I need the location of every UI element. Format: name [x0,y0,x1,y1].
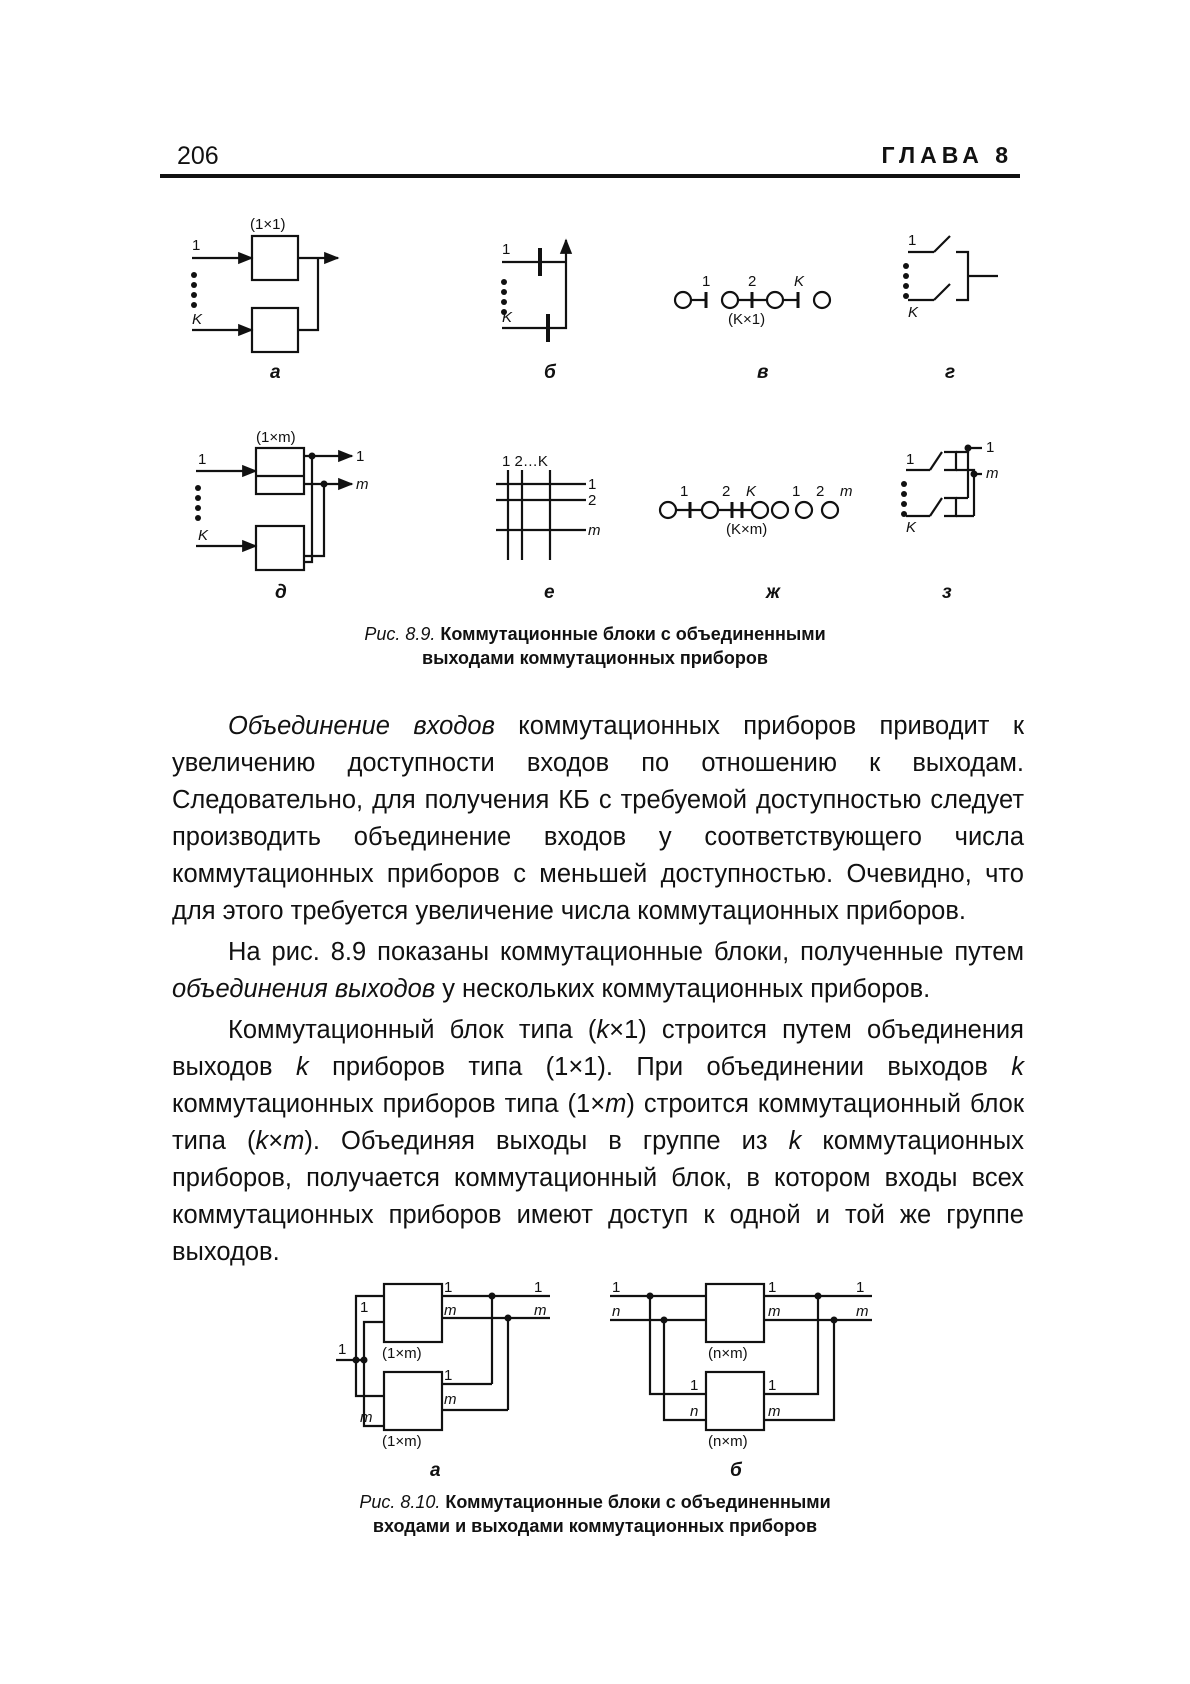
fig-8-10-a-bot-out-m: m [444,1391,457,1408]
fig-8-10-b-junctions [647,1293,838,1324]
fig-8-10-a-bot-type: (1×m) [382,1433,422,1450]
fig-8-9-g-input-k: K [908,304,919,321]
fig-8-9-zh-label-out-m: m [840,483,853,500]
fig-8-10-caption-line2: входами и выходами коммутационных приборов [372,1516,818,1536]
fig-8-10-a-common-in-1: 1 [338,1341,347,1358]
fig-8-9-g-diagram [908,236,998,300]
fig-8-10-panel-b: б [730,1460,742,1481]
p3-seg: коммутационных приборов типа (1× [172,1090,606,1118]
p1-italic-term: Объединение входов [228,712,495,740]
fig-8-9-a-dots [191,272,197,308]
fig-8-9-b-input-1: 1 [502,241,511,258]
p2-start: На рис. 8.9 показаны коммутационные блоки, полученные путем [228,938,1024,966]
p3-var: k [295,1053,309,1081]
fig-8-10-b-in-n: n [612,1303,621,1320]
fig-8-9-caption-line1: Коммутационные блоки с объединенными [440,624,826,644]
fig-8-9-zh-label-1: 1 [680,483,689,500]
fig-8-10-caption-line1: Коммутационные блоки с объединенными [445,1492,831,1512]
p3-seg: ). Объединяя выходы в группе из [304,1127,789,1155]
fig-8-9-v-diagram [675,292,830,308]
fig-8-9-v-label-k: K [794,273,805,290]
fig-8-9-e-row-m: m [588,522,601,539]
fig-8-10-b-top-out-m: m [768,1303,781,1320]
fig-8-9-d-output-1: 1 [356,448,365,465]
fig-8-9-a-input-k: K [192,311,203,328]
fig-8-9-zh-label-out-1: 1 [792,483,801,500]
fig-8-9-e-row-2: 2 [588,492,597,509]
p3-seg: приборов типа (1×1). При объединении выходов [308,1053,1012,1081]
fig-8-9-panel-a: а [270,362,281,383]
paragraph-3 [172,1012,1024,1271]
fig-8-9-panel-b: б [544,362,556,383]
fig-8-9-e-top-labels: 1 2…K [502,453,548,470]
p3-seg: ×1) строится путем объединения выходов [172,1016,1024,1081]
fig-8-9-v-label-1: 1 [702,273,711,290]
p2-italic-term: объединения выходов [172,975,436,1003]
fig-8-9-a-input-1: 1 [192,237,201,254]
fig-8-9-d-input-1: 1 [198,451,207,468]
fig-8-9-panel-g: г [945,362,956,383]
fig-8-10-b-top-type: (n×m) [708,1345,748,1362]
fig-8-10-panel-a: а [430,1460,441,1481]
fig-8-9-a-type-label: (1×1) [250,216,286,233]
fig-8-9-panel-v: в [757,362,769,383]
fig-8-10-a-top-out-m: m [444,1302,457,1319]
fig-8-10-a-junctions [353,1293,512,1364]
p3-seg: коммутационных приборов, получается коммутационный блок, в котором входы всех коммутационных приборов имеют доступ к одной и той же группе выходов. [172,1127,1024,1266]
p3-seg: × [268,1127,284,1155]
fig-8-9-d-input-k: K [198,527,209,544]
p3-var: k [788,1127,802,1155]
fig-8-10-a-out-m: m [534,1302,547,1319]
fig-8-9-caption-line2: выходами коммутационных приборов [422,648,768,668]
fig-8-9-panel-e: е [544,582,555,603]
fig-8-10-a-in-m: m [360,1409,373,1426]
fig-8-10-caption [0,1490,1190,1538]
chapter-title: ГЛАВА 8 [881,142,1013,168]
fig-8-10-a-top-type: (1×m) [382,1345,422,1362]
fig-8-10-a-in-1: 1 [360,1299,369,1316]
paragraph-1 [172,708,1024,930]
fig-8-9-v-type-label: (K×1) [728,311,766,328]
fig-8-10-b-bot-in-1: 1 [690,1377,699,1394]
fig-8-10-a-top-out-1: 1 [444,1279,453,1296]
fig-8-9-panel-zh: ж [766,582,780,603]
p2-end: у нескольких коммутационных приборов. [435,975,931,1003]
p3-var: m [605,1090,627,1118]
fig-8-9-d-type-label: (1×m) [256,429,296,446]
fig-8-10-a-bot-out-1: 1 [444,1367,453,1384]
fig-8-9-z-input-1: 1 [906,451,915,468]
fig-8-9-zh-label-k: K [746,483,757,500]
fig-8-9-caption-label: Рис. 8.9. [364,624,436,644]
fig-8-9-g-dots [903,263,909,299]
fig-8-10-b-bot-type: (n×m) [708,1433,748,1450]
fig-8-9-z-diagram [906,448,982,516]
fig-8-9-z-output-1: 1 [986,439,995,456]
fig-8-9-panel-z: з [942,582,952,603]
fig-8-10-caption-label: Рис. 8.10. [359,1492,441,1512]
fig-8-10-a-out-1: 1 [534,1279,543,1296]
paragraph-2 [172,934,1024,1008]
fig-8-10-b-bot-in-n: n [690,1403,699,1420]
body-text [172,708,1024,1271]
p3-var: k [1011,1053,1025,1081]
fig-8-9-zh-diagram [660,502,838,518]
fig-8-10-b-bot-out-1: 1 [768,1377,777,1394]
p1-text: коммутационных приборов приводит к увеличению доступности входов по отношению к выходам. Следовательно, для получения КБ с требуемой доступностью следует производить объединение входов у соответствующего числа коммутационных приборов с меньшей доступностью. Очевидно, что для этого требуется увеличение числа коммутационных приборов. [172,712,1024,925]
fig-8-9-d-output-m: m [356,476,369,493]
fig-8-9-zh-label-2: 2 [722,483,731,500]
fig-8-9-e-diagram [496,470,586,560]
fig-8-9-zh-label-out-2: 2 [816,483,825,500]
p3-seg: ) строится коммутационный блок типа ( [172,1090,1024,1155]
fig-8-9-e-row-1: 1 [588,476,597,493]
fig-8-9-zh-type-label: (K×m) [726,521,768,538]
fig-8-9-d-junctions [195,453,328,522]
fig-8-9-b-input-k: K [502,309,513,326]
fig-8-10-b-out-m: m [856,1303,869,1320]
p3-seg: Коммутационный блок типа ( [228,1016,597,1044]
p3-var: m [283,1127,305,1155]
fig-8-9-a-diagram [192,236,338,352]
fig-8-9-z-output-m: m [986,465,999,482]
p3-var: k [255,1127,269,1155]
fig-8-9-d-diagram [196,448,352,570]
fig-8-9-z-input-k: K [906,519,917,536]
p3-var: k [596,1016,610,1044]
fig-8-9-panel-d: д [275,582,287,603]
fig-8-10-b-bot-out-m: m [768,1403,781,1420]
page-number: 206 [177,142,219,170]
fig-8-9-v-label-2: 2 [748,273,757,290]
fig-8-9-b-diagram [502,240,566,342]
fig-8-9-g-input-1: 1 [908,232,917,249]
fig-8-10-b-top-out-1: 1 [768,1279,777,1296]
fig-8-9-caption [0,622,1190,670]
fig-8-10-b-in-1: 1 [612,1279,621,1296]
fig-8-10-b-out-1: 1 [856,1279,865,1296]
